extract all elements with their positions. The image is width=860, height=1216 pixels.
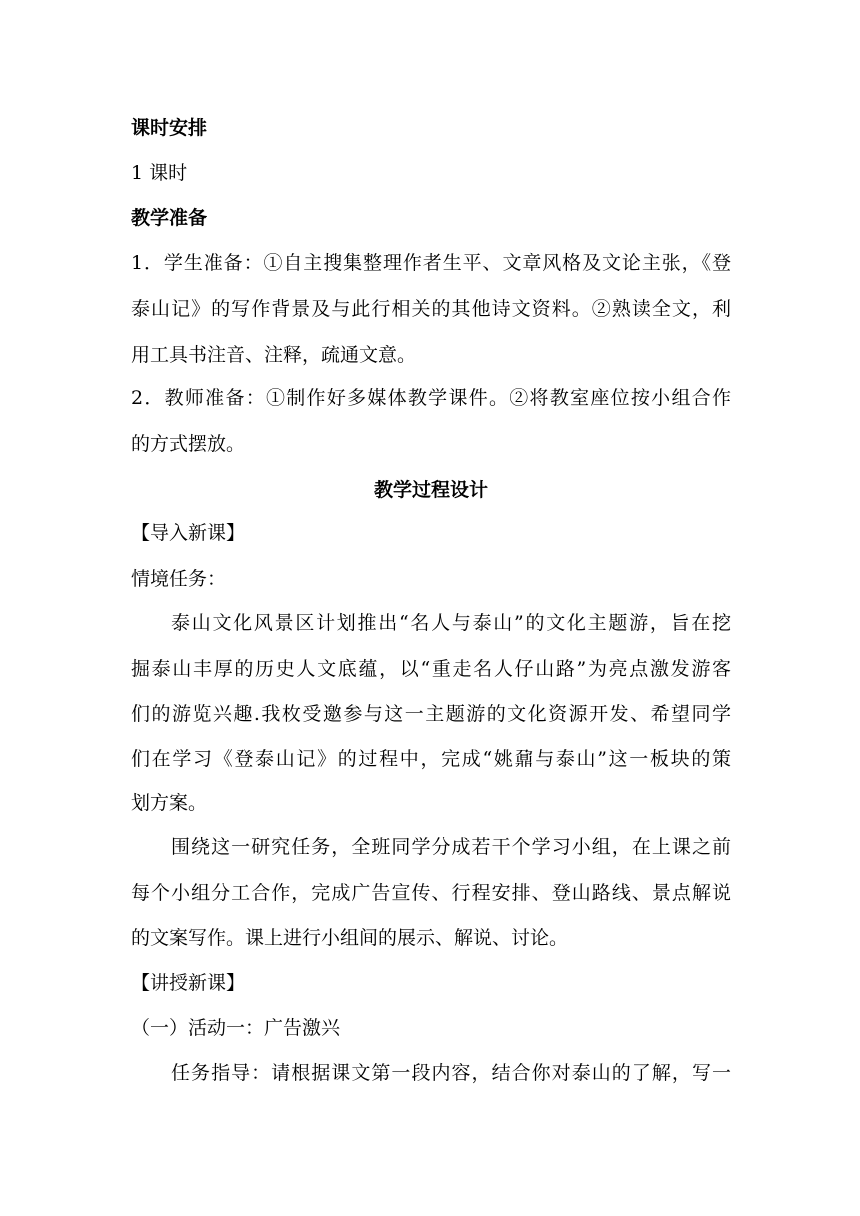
teacher-prep-line-2: 的方式摆放。: [131, 433, 246, 455]
student-prep-line-3: 用工具书注音、注释，疏通文意。: [131, 344, 417, 366]
intro-para1-line-5: 划方案。: [131, 792, 208, 814]
schedule-content: 1 课时: [131, 162, 188, 184]
task-guidance-line: 任务指导：请根据课文第一段内容，结合你对泰山的了解，写一: [171, 1062, 731, 1084]
situation-label: 情境任务：: [131, 568, 227, 590]
intro-para2-line-2: 每个小组分工合作，完成广告宣传、行程安排、登山路线、景点解说: [131, 882, 731, 904]
preparation-heading: 教学准备: [131, 207, 208, 229]
schedule-heading: 课时安排: [131, 117, 208, 139]
intro-para1-line-4: 们在学习《登泰山记》的过程中，完成“姚鼐与泰山”这一板块的策: [131, 748, 731, 770]
intro-para1-line-2: 掘泰山丰厚的历史人文底蕴，以“重走名人仔山路”为亮点激发游客: [131, 658, 731, 680]
lecture-heading: 【讲授新课】: [131, 972, 246, 994]
design-title: 教学过程设计: [373, 479, 488, 501]
teacher-prep-line-1: 2．教师准备：①制作好多媒体教学课件。②将教室座位按小组合作: [131, 387, 731, 409]
intro-para2-line-1: 围绕这一研究任务，全班同学分成若干个学习小组，在上课之前: [171, 836, 731, 858]
activity-1-heading: （一）活动一：广告激兴: [131, 1017, 341, 1039]
intro-para1-line-1: 泰山文化风景区计划推出“名人与泰山”的文化主题游，旨在挖: [171, 612, 731, 634]
intro-heading: 【导入新课】: [131, 522, 246, 544]
student-prep-line-2: 泰山记》的写作背景及与此行相关的其他诗文资料。②熟读全文，利: [131, 298, 731, 320]
intro-para1-line-3: 们的游览兴趣.我枚受邀参与这一主题游的文化资源开发、希望同学: [131, 703, 731, 725]
intro-para2-line-3: 的文案写作。课上进行小组间的展示、解说、讨论。: [131, 927, 569, 949]
student-prep-line-1: 1．学生准备：①自主搜集整理作者生平、文章风格及文论主张，《登: [131, 252, 731, 274]
